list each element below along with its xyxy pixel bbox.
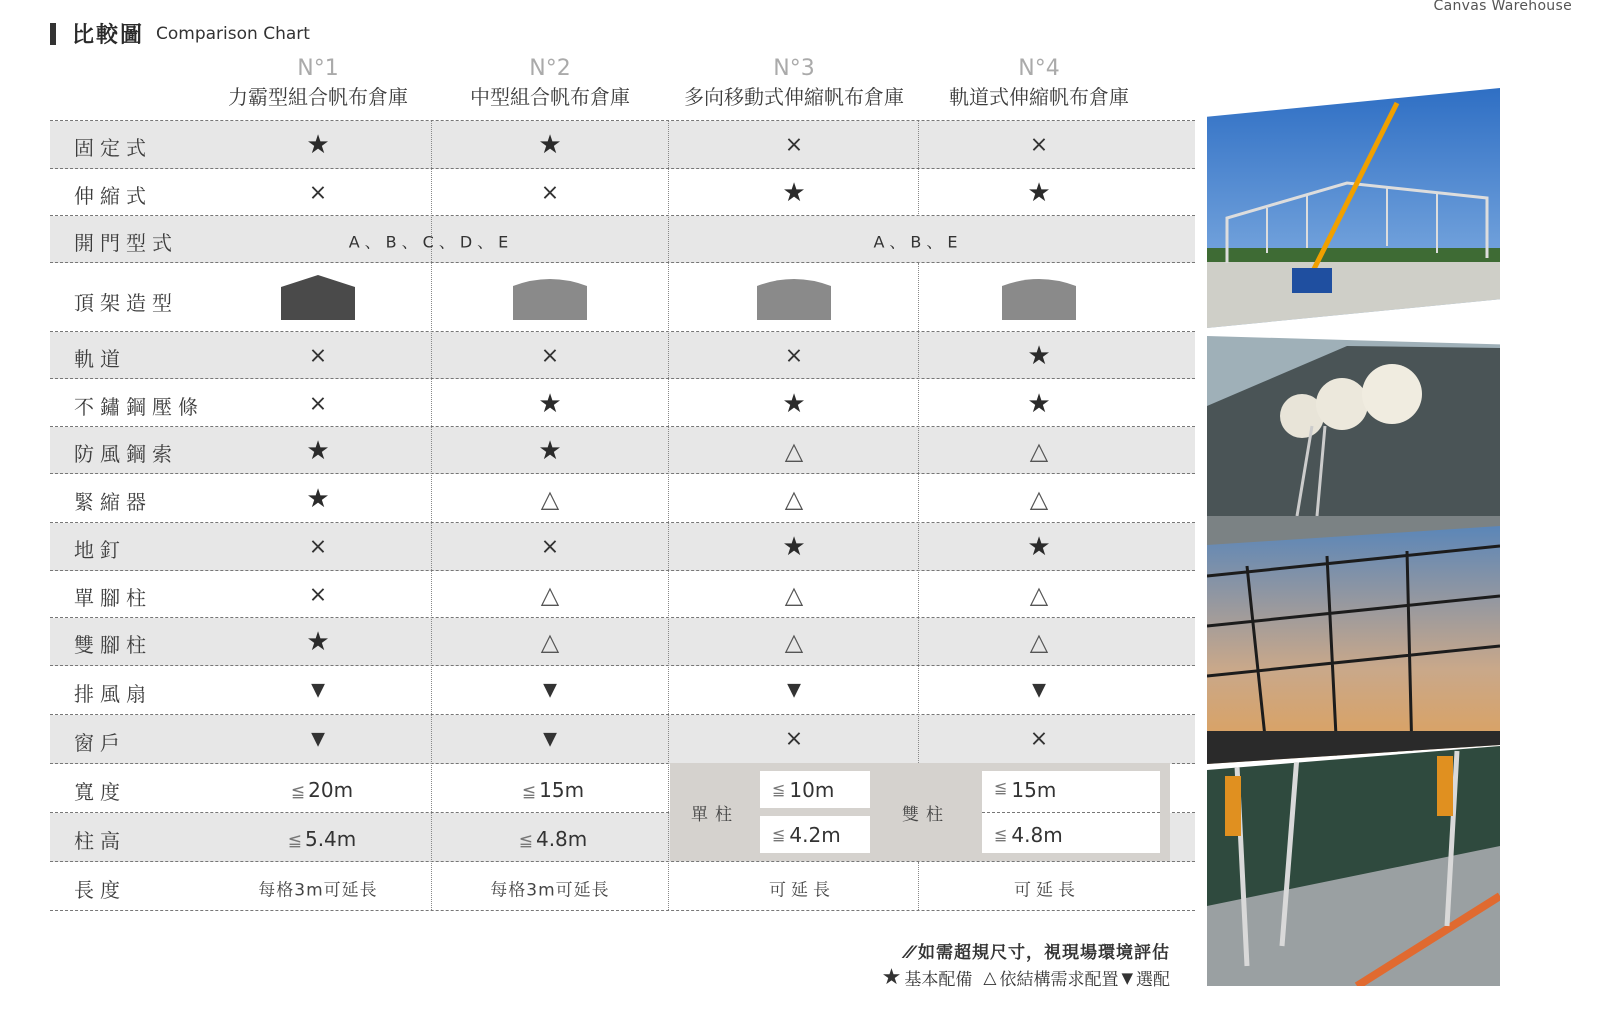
- triangle-icon: △: [540, 628, 560, 656]
- triangle-icon: △: [1029, 485, 1049, 513]
- legend-structure: 依結構需求配置: [999, 970, 1119, 990]
- triangle-icon: △: [784, 628, 804, 656]
- title-en: Comparison Chart: [156, 23, 310, 44]
- oversize-note-text: 如需超規尺寸，視現場環境評估: [918, 943, 1170, 963]
- star-icon: ★: [306, 130, 330, 160]
- star-icon: ★: [538, 389, 562, 419]
- photo-crane-frame: [1207, 88, 1500, 328]
- photo-tension-straps: [1207, 746, 1500, 986]
- table-row-exhaust-fan: [50, 666, 1195, 715]
- le-symbol: ≦: [772, 780, 786, 799]
- spec-divider: [982, 812, 1160, 813]
- row-label: 長度: [74, 878, 126, 902]
- cross-icon: ×: [540, 343, 560, 369]
- table-row-door-type: [50, 216, 1195, 263]
- cross-icon: ×: [784, 726, 804, 752]
- triangle-icon: △: [540, 485, 560, 513]
- column-divider: [918, 121, 919, 216]
- table-row-wind-cable: [50, 427, 1195, 474]
- down-triangle-icon: ▼: [1121, 968, 1133, 987]
- column-divider: [918, 263, 919, 763]
- row-label: 單腳柱: [74, 586, 152, 610]
- cross-icon: ×: [308, 343, 328, 369]
- column-divider: [918, 862, 919, 910]
- star-icon: ★: [306, 484, 330, 514]
- star-icon: ★: [782, 389, 806, 419]
- height-value-2: [519, 827, 588, 851]
- star-icon: ★: [1027, 341, 1051, 371]
- spec-text: 4.8m: [1011, 822, 1063, 847]
- table-row-tightener: [50, 474, 1195, 523]
- column-header-4: [949, 56, 1129, 112]
- column-header-3: [684, 56, 904, 112]
- photo-exhaust-fans: [1207, 336, 1500, 546]
- row-label: 伸縮式: [74, 184, 152, 208]
- column-header-2: [470, 56, 630, 112]
- le-symbol: ≦: [521, 782, 537, 802]
- slash-icon: ⁄⁄: [906, 943, 914, 963]
- star-icon: ★: [881, 965, 902, 990]
- down-triangle-icon: ▼: [1032, 679, 1046, 701]
- cross-icon: ×: [1029, 726, 1049, 752]
- row-label: 固定式: [74, 136, 152, 160]
- legend-option: 選配: [1136, 970, 1170, 990]
- down-triangle-icon: ▼: [311, 728, 325, 750]
- le-symbol: ≦: [518, 831, 533, 851]
- row-label: 不鏽鋼壓條: [74, 395, 204, 419]
- column-number: N°4: [1018, 56, 1060, 81]
- table-row-double-column: [50, 618, 1195, 666]
- triangle-icon: △: [784, 437, 804, 465]
- column-number: N°1: [297, 56, 339, 81]
- star-icon: ★: [538, 130, 562, 160]
- cross-icon: ×: [308, 180, 328, 206]
- single-column-label: 單柱: [691, 804, 739, 825]
- column-name: 力霸型組合帆布倉庫: [228, 85, 408, 109]
- spec-text: 4.2m: [789, 822, 841, 847]
- row-label: 開門型式: [74, 231, 178, 255]
- cross-icon: ×: [784, 343, 804, 369]
- table-row-window: [50, 715, 1195, 764]
- length-value-2: 每格3m可延長: [490, 880, 610, 901]
- table-row-fixed: [50, 121, 1195, 169]
- row-label: 頂架造型: [74, 291, 178, 315]
- triangle-icon: △: [784, 485, 804, 513]
- cross-icon: ×: [1029, 132, 1049, 158]
- cross-icon: ×: [308, 534, 328, 560]
- height-text: 4.8m: [535, 827, 588, 851]
- single-height-value: [760, 816, 870, 853]
- le-symbol: ≦: [290, 782, 306, 802]
- cross-icon: ×: [308, 391, 328, 417]
- table-row-ground-nail: [50, 523, 1195, 571]
- table-row-single-column: [50, 571, 1195, 618]
- cross-icon: ×: [784, 132, 804, 158]
- height-text: 5.4m: [304, 827, 357, 851]
- photo-frame-dusk: [1207, 526, 1500, 764]
- down-triangle-icon: ▼: [311, 679, 325, 701]
- star-icon: ★: [782, 178, 806, 208]
- roof-arch-shape: [1002, 278, 1076, 320]
- legend: [882, 965, 1170, 990]
- le-symbol: ≦: [994, 778, 1008, 797]
- oversize-note: [906, 938, 1170, 963]
- star-icon: ★: [306, 436, 330, 466]
- triangle-icon: △: [784, 581, 804, 609]
- triangle-icon: △: [1029, 437, 1049, 465]
- triangle-icon: △: [983, 967, 997, 988]
- row-label: 柱高: [74, 829, 126, 853]
- roof-arch-shape: [757, 278, 831, 320]
- length-value-4: 可延長: [1014, 880, 1080, 901]
- spec-text: 15m: [1011, 778, 1057, 802]
- double-column-label: 雙柱: [902, 804, 950, 825]
- row-label: 防風鋼索: [74, 442, 178, 466]
- column-name: 中型組合帆布倉庫: [470, 85, 630, 109]
- width-text: 20m: [308, 778, 354, 802]
- width-text: 15m: [539, 778, 585, 802]
- triangle-icon: △: [1029, 581, 1049, 609]
- cross-icon: ×: [540, 180, 560, 206]
- brand-label: Canvas Warehouse: [1433, 0, 1572, 14]
- title-zh: 比較圖: [72, 23, 145, 48]
- row-label: 雙腳柱: [74, 633, 152, 657]
- width-value-1: [291, 778, 353, 802]
- door-type-options-3-4: A、B、E: [873, 232, 963, 252]
- double-height-value: [982, 816, 1160, 853]
- le-symbol: ≦: [287, 831, 302, 851]
- column-name: 多向移動式伸縮帆布倉庫: [684, 85, 904, 109]
- star-icon: ★: [782, 532, 806, 562]
- column-number: N°3: [773, 56, 815, 81]
- le-symbol: ≦: [994, 825, 1008, 844]
- star-icon: ★: [1027, 389, 1051, 419]
- column-number: N°2: [529, 56, 571, 81]
- spec-text: 10m: [789, 777, 835, 802]
- height-value-1: [288, 827, 357, 851]
- star-icon: ★: [1027, 532, 1051, 562]
- page-title: [50, 18, 310, 49]
- single-width-value: [760, 771, 870, 808]
- cross-icon: ×: [540, 534, 560, 560]
- row-label: 窗戶: [74, 731, 126, 755]
- roof-arch-shape: [513, 278, 587, 320]
- table-row-steel-strip: [50, 379, 1195, 427]
- width-value-2: [522, 778, 584, 802]
- row-label: 緊縮器: [74, 490, 152, 514]
- legend-basic: 基本配備: [904, 970, 973, 990]
- row-label: 寬度: [74, 780, 126, 804]
- le-symbol: ≦: [772, 825, 786, 844]
- star-icon: ★: [306, 627, 330, 657]
- row-label: 排風扇: [74, 682, 152, 706]
- triangle-icon: △: [540, 581, 560, 609]
- column-spec-box: [670, 763, 1170, 861]
- triangle-icon: △: [1029, 628, 1049, 656]
- table-row-telescopic: [50, 169, 1195, 216]
- down-triangle-icon: ▼: [543, 679, 557, 701]
- row-label: 地釘: [74, 538, 126, 562]
- down-triangle-icon: ▼: [787, 679, 801, 701]
- door-type-options-1-2: A、B、C、D、E: [348, 232, 514, 252]
- length-value-1: 每格3m可延長: [258, 880, 378, 901]
- column-name: 軌道式伸縮帆布倉庫: [949, 85, 1129, 109]
- cross-icon: ×: [308, 582, 328, 608]
- title-bar-mark: [50, 23, 56, 45]
- roof-gable-shape: [281, 275, 355, 320]
- length-value-3: 可延長: [769, 880, 835, 901]
- down-triangle-icon: ▼: [543, 728, 557, 750]
- column-header-1: [228, 56, 408, 112]
- table-row-rail: [50, 332, 1195, 379]
- star-icon: ★: [538, 436, 562, 466]
- star-icon: ★: [1027, 178, 1051, 208]
- row-label: 軌道: [74, 347, 126, 371]
- column-divider: [668, 121, 669, 910]
